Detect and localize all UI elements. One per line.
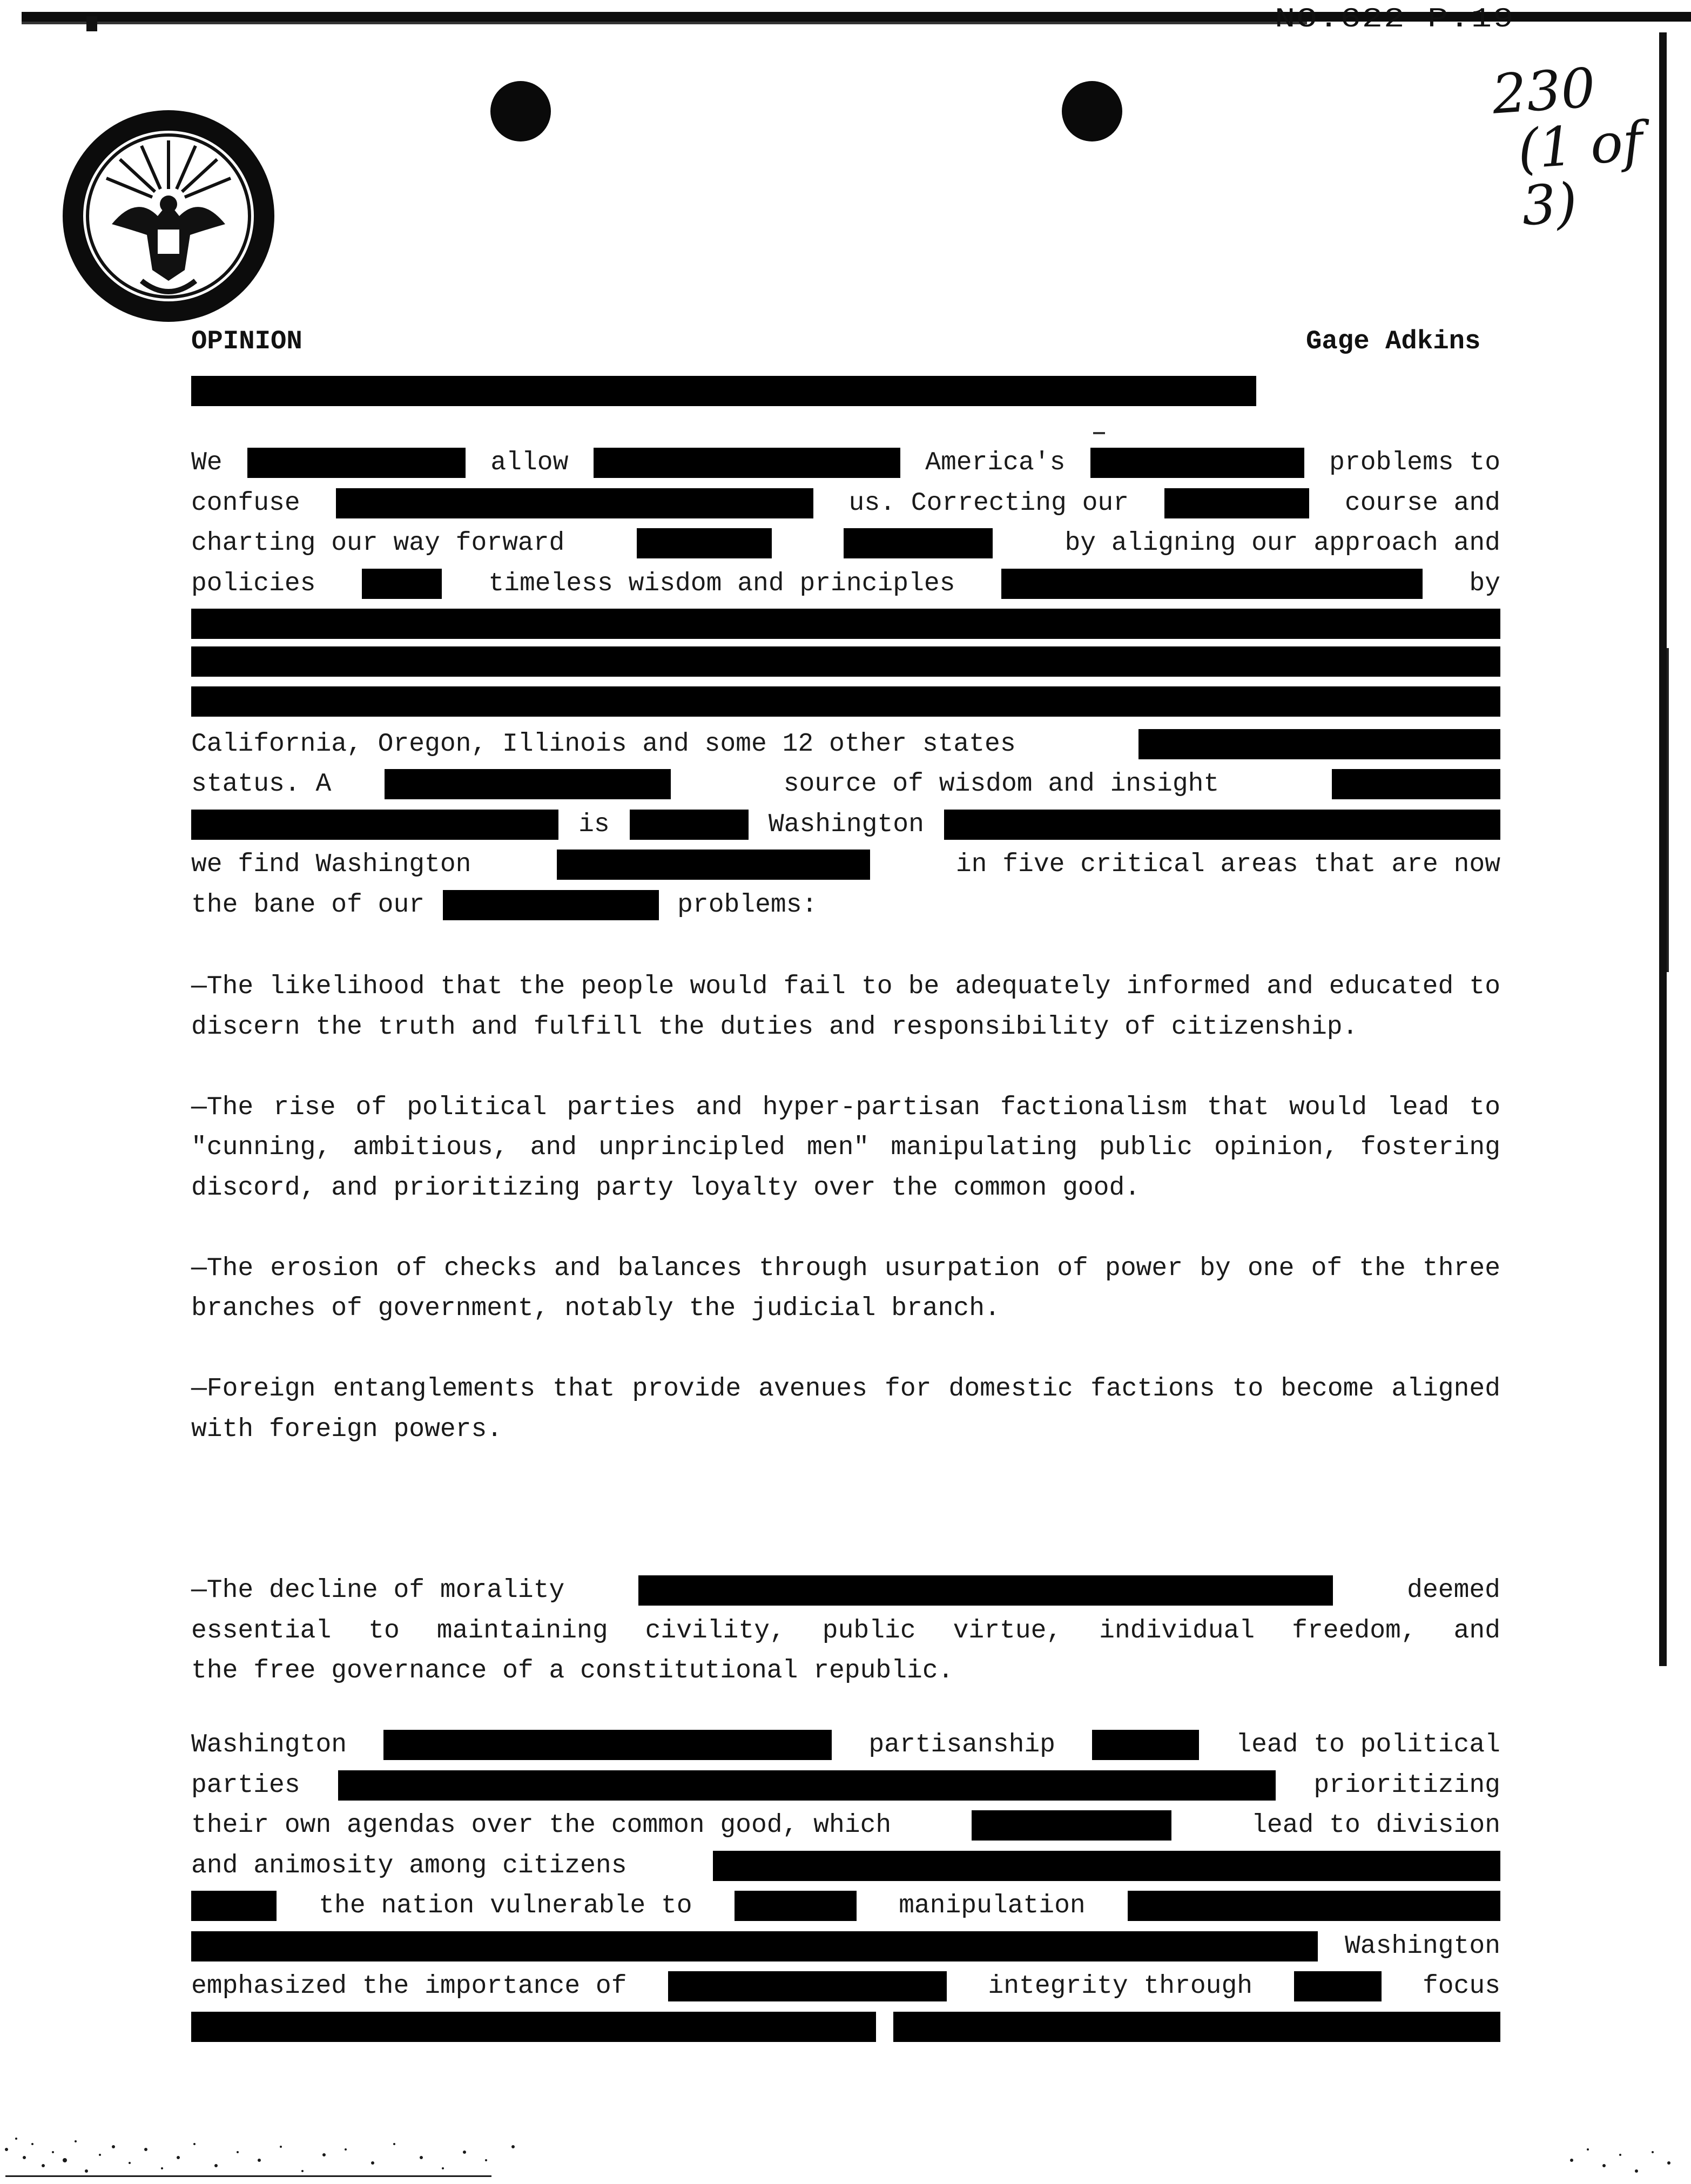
fax-top-border-secondary: [22, 22, 1307, 24]
bullet-item-morality: [191, 1570, 1500, 1691]
text-fragment: charting our way forward: [191, 529, 565, 558]
text-fragment: the bane of our: [191, 890, 425, 920]
text-fragment: America's: [925, 448, 1066, 477]
redaction-block: [1001, 569, 1423, 599]
text-fragment: focus: [1422, 1972, 1500, 2001]
redaction-block: [557, 850, 870, 880]
redaction-block: [385, 769, 671, 799]
redaction-block: [191, 2012, 876, 2042]
redaction-block: [338, 1770, 1276, 1801]
scan-noise: [0, 2128, 540, 2184]
text-fragment: We: [191, 448, 223, 477]
redaction-block: [1128, 1891, 1500, 1921]
text-fragment: parties: [191, 1770, 300, 1800]
text-fragment: deemed: [1407, 1576, 1500, 1605]
text-fragment: prioritizing: [1313, 1770, 1500, 1800]
redaction-block: [1164, 488, 1309, 518]
section-label: OPINION: [191, 326, 302, 356]
text-line: the free governance of a constitutional republic.: [191, 1656, 954, 1686]
redaction-block: [1090, 448, 1304, 478]
redaction-block: [191, 810, 558, 840]
text-fragment: timeless wisdom and principles: [488, 569, 955, 598]
text-fragment: Washington: [191, 1730, 347, 1760]
bullet-item: —Foreign entanglements that provide avenues for domestic factions to become aligned with foreign powers.: [191, 1374, 1500, 1444]
text-fragment: integrity through: [988, 1972, 1253, 2001]
redaction-block: [668, 1971, 947, 2001]
redaction-block: [630, 810, 749, 840]
text-fragment: emphasized the importance of: [191, 1972, 627, 2001]
fax-page-mark: NO.622 P.19: [1275, 4, 1515, 35]
bullet-item: —The likelihood that the people would fail to be adequately informed and educated to discern the truth and fulfill the duties and responsibility of citizenship.: [191, 972, 1500, 1042]
text-fragment: manipulation: [899, 1891, 1086, 1920]
text-fragment: status. A: [191, 770, 332, 799]
redaction-block: [191, 609, 1500, 639]
text-fragment: lead to division: [1251, 1811, 1500, 1840]
redaction-block: [844, 528, 993, 558]
text-fragment: Washington: [768, 810, 924, 839]
text-line: essential to maintaining civility, public virtue, individual freedom, and: [191, 1616, 1500, 1646]
text-fragment: us. Correcting our: [848, 488, 1129, 518]
fax-tick-mark: [86, 16, 97, 31]
text-fragment: their own agendas over the common good, which: [191, 1811, 892, 1840]
redaction-block: [1294, 1971, 1382, 2001]
redaction-block: [972, 1810, 1171, 1841]
handwritten-number: 230: [1490, 56, 1598, 126]
department-seal-eagle-icon: [60, 108, 277, 324]
text-fragment: course and: [1344, 488, 1500, 518]
redaction-block: [191, 686, 1500, 717]
text-fragment: lead to political: [1236, 1730, 1500, 1760]
opening-paragraph: [191, 443, 1500, 925]
redaction-block: [191, 1931, 1318, 1961]
redaction-block: [637, 528, 772, 558]
redaction-block: [1092, 1730, 1199, 1760]
text-fragment: source of wisdom and insight: [783, 770, 1220, 799]
closing-paragraph: [191, 1725, 1500, 2047]
handwritten-page-note: [1490, 53, 1691, 236]
text-fragment: by aligning our approach and: [1065, 529, 1500, 558]
redaction-block: [336, 488, 813, 518]
stray-mark: [1093, 432, 1105, 434]
text-fragment: in five critical areas that are now: [955, 850, 1500, 879]
text-fragment: the nation vulnerable to: [319, 1891, 692, 1920]
scan-noise-right: [1566, 2128, 1690, 2184]
redaction-block: [1138, 729, 1500, 759]
text-fragment: is: [578, 810, 610, 839]
redaction-block: [713, 1851, 1500, 1881]
text-fragment: policies: [191, 569, 316, 598]
author-name: Gage Adkins: [1306, 326, 1481, 356]
text-fragment: —The decline of morality: [191, 1576, 565, 1605]
redaction-block: [443, 890, 659, 920]
right-margin-rule-shadow: [1667, 648, 1669, 972]
redaction-block: [247, 448, 466, 478]
redaction-block: [1332, 769, 1500, 799]
redaction-block: [362, 569, 442, 599]
bullet-list: [191, 967, 1500, 1450]
text-fragment: partisanship: [868, 1730, 1055, 1760]
right-margin-rule: [1659, 32, 1667, 1666]
punch-hole-left: [490, 81, 551, 141]
bullet-item: —The rise of political parties and hyper-partisan factionalism that would lead to "cunning, ambitious, and unprincipled men" manipulating public opinion, fostering discord, and prioritizing party loyalty over the common good.: [191, 1093, 1500, 1203]
text-fragment: we find Washington: [191, 850, 471, 879]
redaction-block: [638, 1575, 1333, 1606]
punch-hole-right: [1062, 81, 1122, 141]
text-fragment: problems to: [1329, 448, 1500, 477]
text-fragment: California, Oregon, Illinois and some 12 other states: [191, 729, 1016, 759]
handwritten-part: (1 of 3): [1515, 109, 1645, 238]
text-fragment: and animosity among citizens: [191, 1851, 627, 1880]
redaction-block: [735, 1891, 857, 1921]
text-fragment: problems:: [677, 890, 818, 920]
text-fragment: Washington: [1344, 1931, 1500, 1961]
text-fragment: allow: [490, 448, 569, 477]
redaction-block: [893, 2012, 1500, 2042]
text-fragment: confuse: [191, 488, 300, 518]
redaction-block: [594, 448, 900, 478]
redaction-block: [383, 1730, 832, 1760]
redaction-block: [191, 646, 1500, 677]
redaction-block: [191, 1891, 277, 1921]
text-fragment: by: [1469, 569, 1500, 598]
redaction-block: [191, 376, 1256, 406]
redaction-block: [944, 810, 1500, 840]
bullet-item: —The erosion of checks and balances through usurpation of power by one of the three branches of government, notably the judicial branch.: [191, 1253, 1500, 1323]
